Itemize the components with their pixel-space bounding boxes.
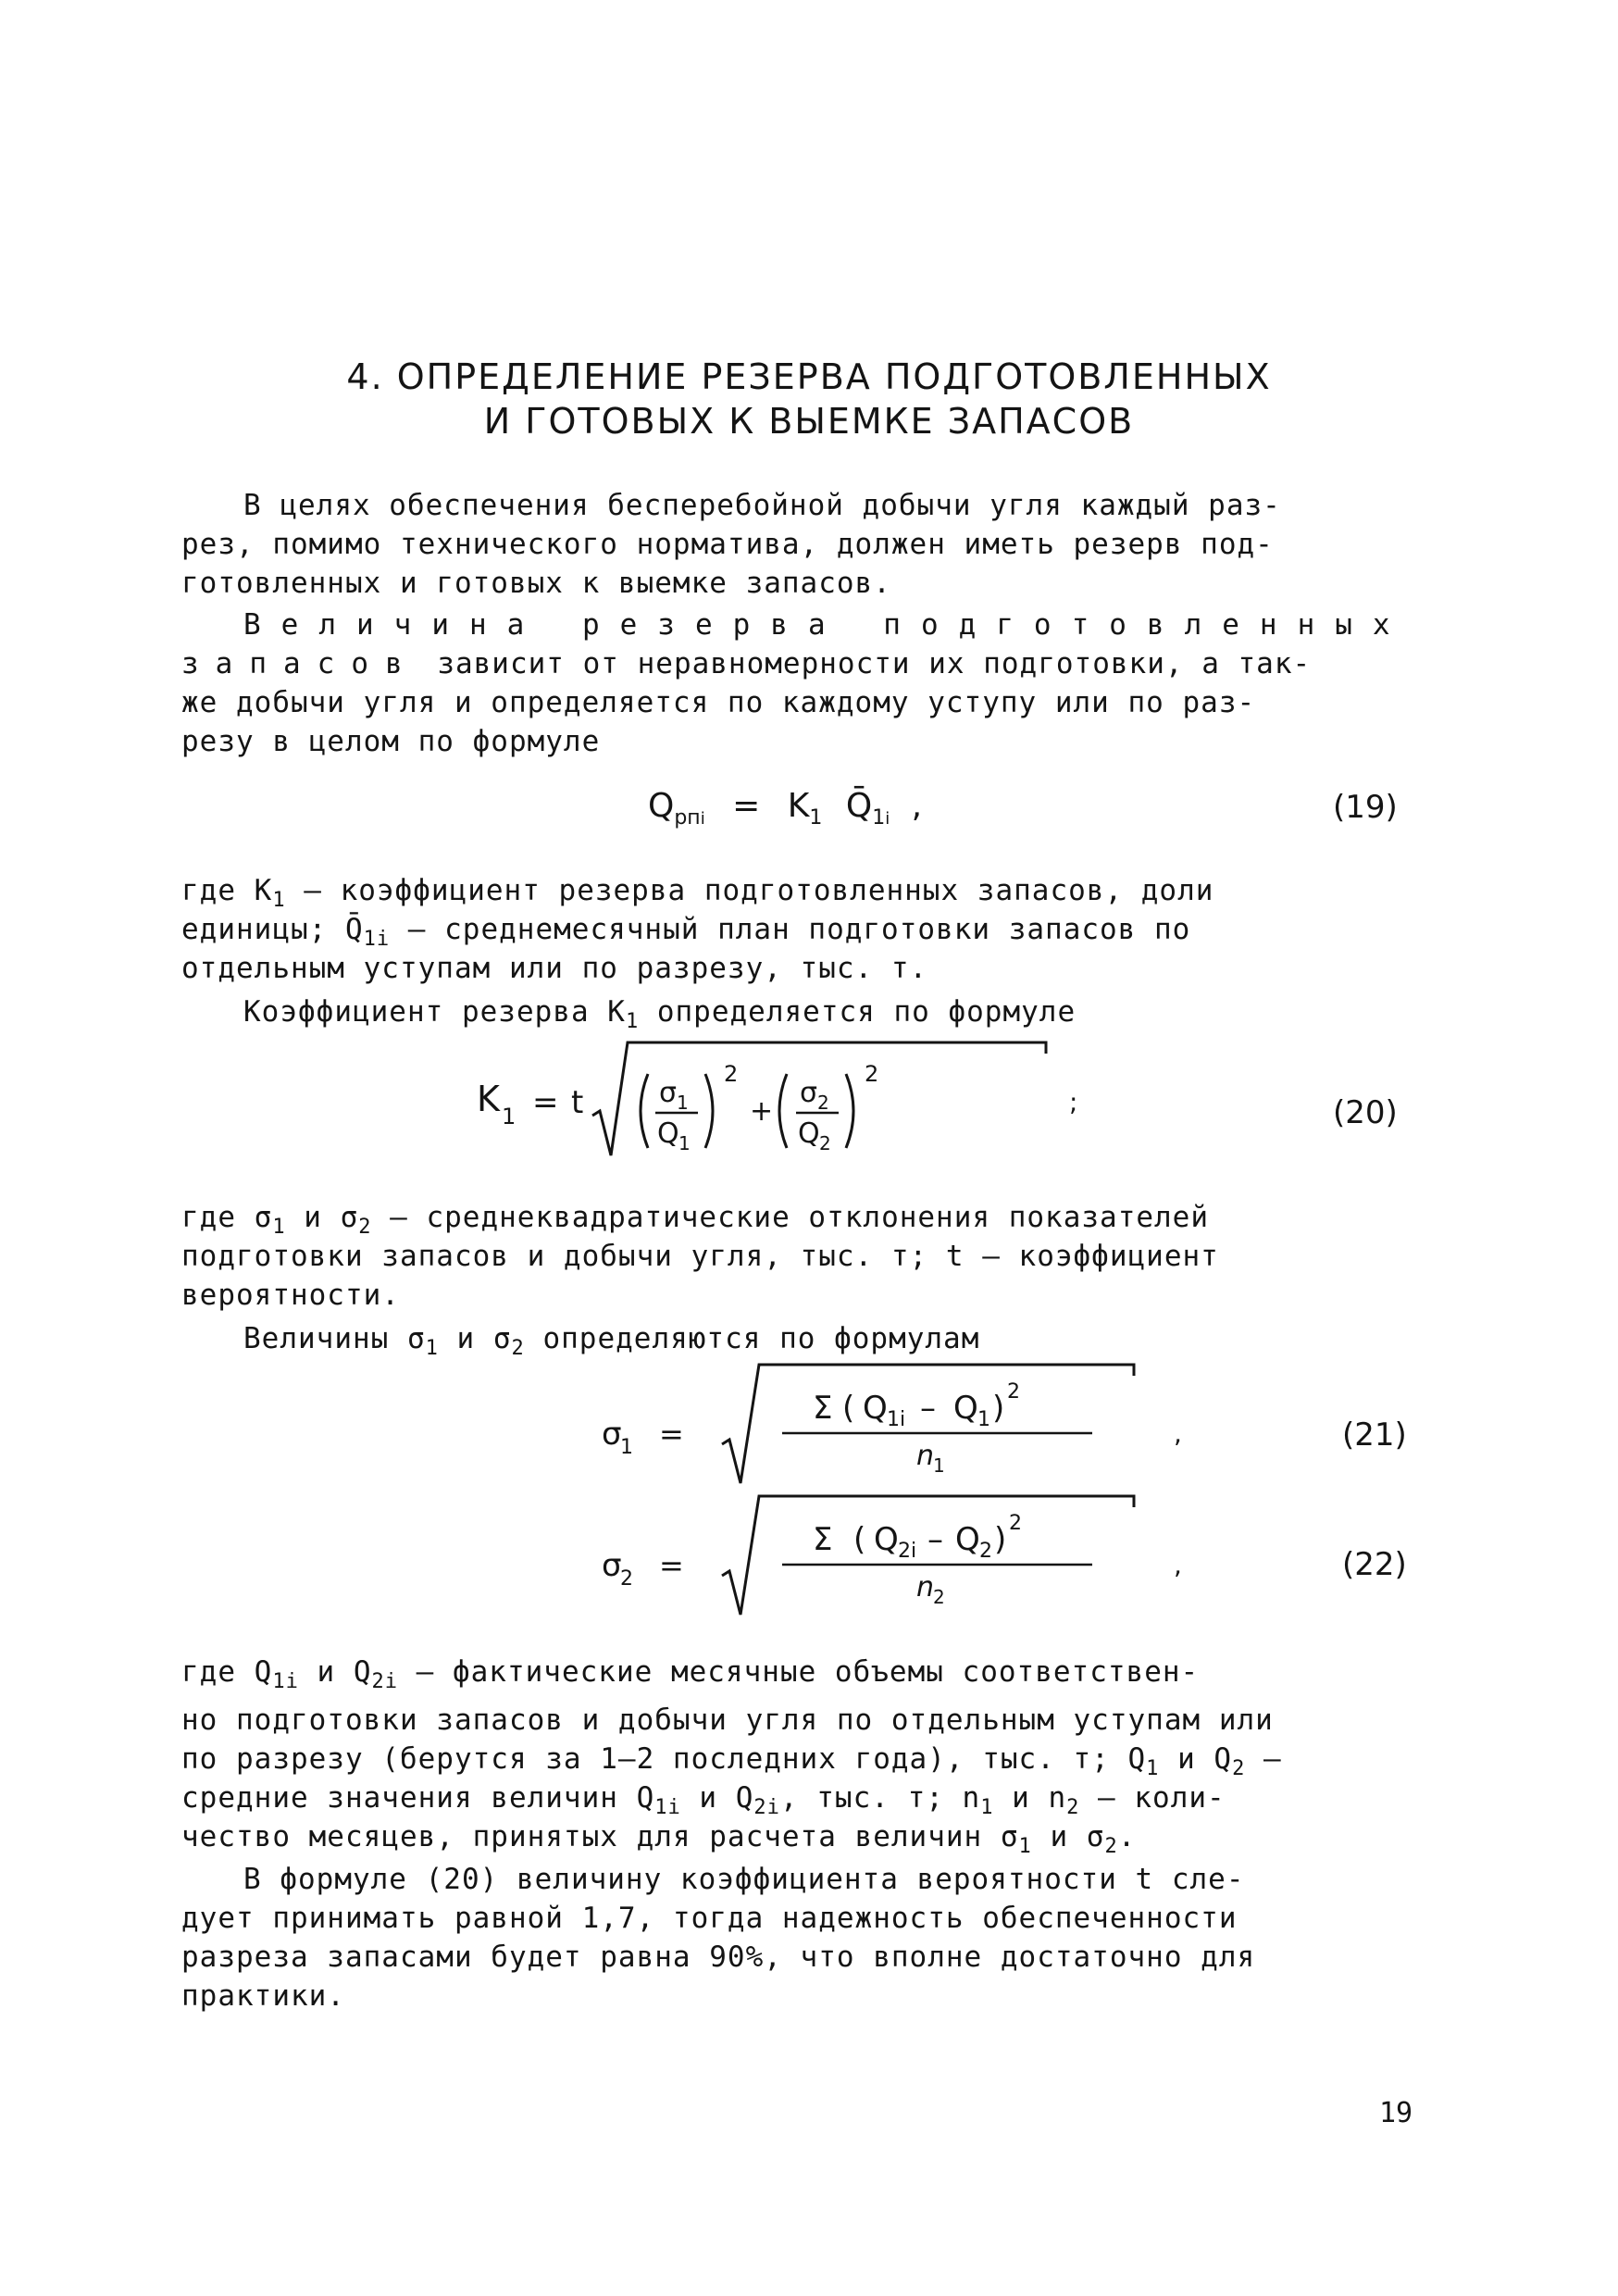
where19-l1sub: 1 (272, 889, 286, 913)
para2-line3: же добычи угля и определяется по каждому уступу или по раз- (181, 686, 1256, 719)
where22-l5c: . (1117, 1820, 1137, 1853)
where22-l3b: и Q (1159, 1742, 1233, 1776)
where22-line4 (181, 1781, 1226, 1819)
equation-number-21: (21) (1342, 1416, 1407, 1454)
where22-l4e: – коли- (1079, 1781, 1226, 1815)
where22-l1a: где Q (181, 1655, 273, 1689)
where20-l1s1: 1 (272, 1216, 286, 1240)
sigmaintro-b: и σ (438, 1322, 512, 1355)
sigmaintro-c: определяются по формулам (524, 1322, 980, 1355)
eq22-qi: Q (874, 1521, 899, 1558)
eq19-k: K (787, 787, 810, 825)
para1-line3: готовленных и готовых к выемке запасов. (181, 567, 891, 600)
eq19-equals: = (732, 787, 761, 825)
eq22-equals: = (659, 1548, 684, 1583)
formula-22 (592, 1483, 1240, 1622)
where19-l1b: – коэффициент резерва подготовленных запасов, доли (285, 874, 1214, 907)
where19-l2b: – среднемесячный план подготовки запасов по (390, 913, 1191, 946)
sigmaintro-s1: 1 (425, 1337, 439, 1361)
eq22-pow: 2 (1009, 1512, 1022, 1535)
eq21-pow: 2 (1007, 1380, 1020, 1404)
final-para-line1: В формуле (20) величину коэффициента вероятности t сле- (243, 1863, 1245, 1896)
formula-21 (592, 1352, 1240, 1491)
where22-l4b: и Q (680, 1781, 754, 1815)
where22-line3 (181, 1742, 1282, 1780)
formula-20 (463, 1028, 1111, 1167)
eq21-lhs: σ (602, 1416, 622, 1453)
where20-line2: подготовки запасов и добычи угля, тыс. т; t – коэффициент (181, 1240, 1219, 1273)
sigmaintro-a: Величины σ (243, 1322, 426, 1355)
where20-l1a: где σ (181, 1201, 273, 1234)
where22-l3c: – (1245, 1742, 1282, 1776)
para2-line4: резу в целом по формуле (181, 725, 601, 758)
final-para-line4: практики. (181, 1979, 345, 2013)
eq22-paren-close: ) (994, 1521, 1007, 1558)
para2-line2 (181, 647, 1311, 680)
eq21-n: n (916, 1440, 935, 1472)
eq21-n-sub: 1 (933, 1454, 945, 1477)
eq19-lhs-subsub: i (700, 809, 705, 830)
para2-spaced-word: запасов (181, 647, 419, 680)
where22-line2: но подготовки запасов и добычи угля по отдельным уступам или (181, 1703, 1274, 1737)
where19-line1 (181, 874, 1214, 912)
final-para-line2: дует принимать равной 1,7, тогда надежность обеспеченности (181, 1902, 1238, 1935)
where22-l5s2: 2 (1104, 1835, 1118, 1859)
eq19-lhs-sub: рп (674, 806, 701, 830)
where22-l3s1: 1 (1146, 1757, 1160, 1781)
eq20-k: K (477, 1079, 500, 1119)
where22-line1 (181, 1655, 1199, 1693)
where22-l5a: чество месяцев, принятых для расчета величин σ (181, 1820, 1019, 1853)
eq20-semicolon: ; (1069, 1087, 1078, 1117)
eq22-n: n (916, 1571, 935, 1603)
where22-l1s2: 2i (371, 1670, 398, 1694)
eq20-equals: = (532, 1084, 559, 1121)
eq20-k-sub: 1 (502, 1104, 517, 1129)
where22-l3a: по разрезу (берутся за 1–2 последних года), тыс. т; Q (181, 1742, 1147, 1776)
where22-l3s2: 2 (1232, 1757, 1246, 1781)
where22-l4s4: 2 (1066, 1796, 1080, 1820)
where19-line3: отдельным уступам или по разрезу, тыс. т. (181, 952, 928, 985)
where22-l4s2: 2i (753, 1796, 780, 1820)
eq22-q-sub: 2 (979, 1540, 992, 1563)
eq21-qi-sub: 1i (887, 1408, 906, 1431)
para1-line2: рез, помимо технического норматива, должен иметь резерв под- (181, 528, 1274, 561)
where19-line2 (181, 913, 1190, 951)
k1intro-a: Коэффициент резерва K (243, 995, 626, 1029)
where20-l1b: и σ (285, 1201, 359, 1234)
sigmaintro-s2: 2 (511, 1337, 525, 1361)
section-heading-line1: 4. ОПРЕДЕЛЕНИЕ РЕЗЕРВА ПОДГОТОВЛЕННЫХ (346, 356, 1272, 397)
k1intro-b: определяется по формуле (639, 995, 1077, 1029)
eq19-q-sub: 1 (872, 806, 886, 830)
where22-l4c: , тыс. т; n (779, 1781, 981, 1815)
eq21-qi: Q (863, 1390, 888, 1427)
eq21-paren-close: ) (992, 1390, 1005, 1427)
where19-l2sub: 1i (363, 928, 391, 952)
where22-l1c: – фактические месячные объемы соответствен- (397, 1655, 1200, 1689)
where22-l4d: и n (993, 1781, 1067, 1815)
eq20-pow1: 2 (724, 1061, 739, 1087)
eq21-equals: = (659, 1416, 684, 1452)
eq20-paren-open-2 (779, 1074, 787, 1148)
eq22-n-sub: 2 (933, 1586, 945, 1608)
final-para-line3: разреза запасами будет равна 90%, что вполне достаточно для (181, 1940, 1256, 1974)
eq20-q1: Q (657, 1117, 679, 1150)
where20-l1c: – среднеквадратические отклонения показателей (371, 1201, 1210, 1234)
equation-number-19: (19) (1333, 789, 1398, 826)
where22-l4s3: 1 (980, 1796, 994, 1820)
equation-number-20: (20) (1333, 1094, 1398, 1131)
eq19-k-sub: 1 (809, 806, 823, 830)
eq21-paren-open: ( (842, 1390, 855, 1427)
eq20-q2: Q (798, 1117, 820, 1150)
eq20-q2-sub: 2 (819, 1132, 831, 1154)
where19-l2a: единицы; Q̄ (181, 913, 364, 946)
eq19-q-subsub: i (885, 809, 890, 830)
eq21-minus: – (920, 1390, 936, 1427)
eq21-q: Q (953, 1390, 978, 1427)
eq20-t: t (571, 1084, 584, 1121)
where22-l1b: и Q (298, 1655, 372, 1689)
eq20-paren-close-1 (705, 1074, 713, 1148)
where22-l5b: и σ (1031, 1820, 1105, 1853)
where20-line1 (181, 1201, 1209, 1239)
where22-l4s1: 1i (654, 1796, 681, 1820)
page-number: 19 (1379, 2097, 1413, 2129)
eq22-minus: – (927, 1521, 943, 1558)
para1-line1: В целях обеспечения бесперебойной добычи угля каждый раз- (243, 489, 1281, 522)
eq21-comma: , (1174, 1418, 1182, 1449)
eq20-pow2: 2 (865, 1061, 879, 1087)
eq19-q: Q̄ (845, 787, 873, 825)
eq22-comma: , (1174, 1550, 1182, 1580)
eq22-qi-sub: 2i (898, 1540, 917, 1563)
eq20-paren-close-2 (846, 1074, 853, 1148)
eq22-sum: Σ (813, 1521, 833, 1558)
where22-l5s1: 1 (1018, 1835, 1032, 1859)
para2-line2-rest: зависит от неравномерности их подготовки, а так- (418, 647, 1312, 680)
eq21-sum: Σ (813, 1390, 833, 1427)
eq21-q-sub: 1 (977, 1408, 990, 1431)
k1intro-sub: 1 (625, 1010, 640, 1034)
section-heading-line2: И ГОТОВЫХ К ВЫЕМКЕ ЗАПАСОВ (483, 401, 1135, 442)
eq20-s1-sub: 1 (677, 1092, 689, 1114)
eq20-s2: σ (800, 1077, 818, 1109)
eq20-paren-open-1 (641, 1074, 648, 1148)
eq19-comma: , (911, 787, 923, 825)
eq21-lhs-sub: 1 (620, 1436, 633, 1459)
where19-l1a: где K (181, 874, 273, 907)
eq20-s2-sub: 2 (817, 1092, 829, 1114)
eq20-q1-sub: 1 (678, 1132, 691, 1154)
eq22-paren-open: ( (853, 1521, 866, 1558)
eq20-s1: σ (659, 1077, 678, 1109)
where22-l4a: средние значения величин Q (181, 1781, 655, 1815)
equation-number-22: (22) (1342, 1546, 1407, 1583)
eq20-plus: + (750, 1095, 774, 1128)
formula-19 (648, 787, 922, 830)
where20-l1s2: 2 (358, 1216, 372, 1240)
eq22-lhs: σ (602, 1547, 622, 1584)
para2-line1: Величина резерва подготовленных (243, 608, 1411, 642)
eq22-lhs-sub: 2 (620, 1567, 633, 1591)
where20-line3: вероятности. (181, 1279, 400, 1312)
eq19-lhs: Q (648, 787, 675, 825)
eq22-q: Q (955, 1521, 980, 1558)
where22-line5 (181, 1820, 1136, 1858)
where22-l1s1: 1i (272, 1670, 299, 1694)
